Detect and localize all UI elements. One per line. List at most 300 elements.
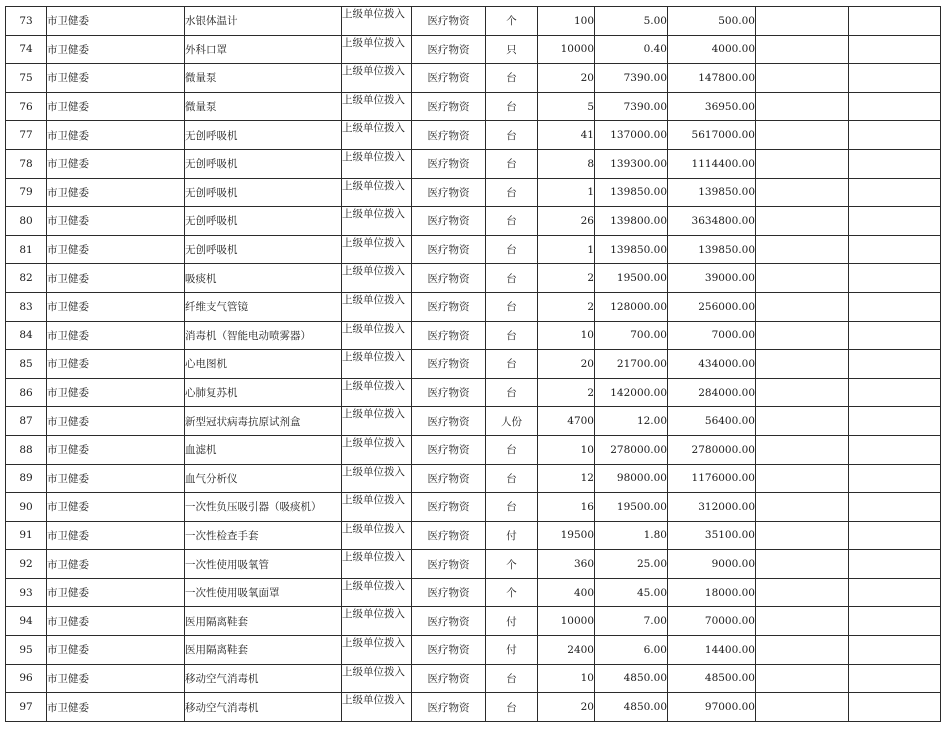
table-row: [6, 464, 941, 493]
empty-cell: [756, 636, 849, 665]
department-cell: 市卫健委: [47, 350, 185, 379]
row-number-cell: 80: [6, 207, 47, 236]
source-text: 上级单位拨入: [342, 179, 405, 192]
source-cell: [342, 64, 412, 93]
item-name-cell: 吸痰机: [185, 264, 342, 293]
empty-cell: [849, 664, 941, 693]
empty-cell: [756, 521, 849, 550]
item-name-cell: 血滤机: [185, 435, 342, 464]
category-cell: 医疗物资: [412, 64, 486, 93]
department-cell: 市卫健委: [47, 407, 185, 436]
source-cell: [342, 493, 412, 522]
empty-cell: [849, 550, 941, 579]
category-cell: 医疗物资: [412, 578, 486, 607]
table-row: [6, 321, 941, 350]
quantity-cell: 1: [538, 235, 595, 264]
empty-cell: [849, 235, 941, 264]
department-cell: 市卫健委: [47, 178, 185, 207]
category-cell: 医疗物资: [412, 607, 486, 636]
source-text: 上级单位拨入: [342, 608, 405, 621]
source-cell: [342, 435, 412, 464]
unit-price-cell: 137000.00: [595, 121, 668, 150]
table-row: [6, 636, 941, 665]
source-text: 上级单位拨入: [342, 694, 405, 707]
amount-cell: 97000.00: [668, 693, 756, 722]
unit-price-cell: 1.80: [595, 521, 668, 550]
table-row: [6, 664, 941, 693]
item-name-cell: 微量泵: [185, 64, 342, 93]
unit-cell: 人份: [486, 407, 538, 436]
row-number-cell: 93: [6, 578, 47, 607]
category-cell: 医疗物资: [412, 235, 486, 264]
source-cell: [342, 378, 412, 407]
unit-cell: 台: [486, 664, 538, 693]
category-cell: 医疗物资: [412, 636, 486, 665]
source-text: 上级单位拨入: [342, 551, 405, 564]
quantity-cell: 12: [538, 464, 595, 493]
unit-cell: 付: [486, 521, 538, 550]
quantity-cell: 20: [538, 350, 595, 379]
source-cell: [342, 292, 412, 321]
amount-cell: 5617000.00: [668, 121, 756, 150]
unit-cell: 台: [486, 235, 538, 264]
empty-cell: [849, 693, 941, 722]
empty-cell: [756, 64, 849, 93]
amount-cell: 4000.00: [668, 35, 756, 64]
amount-cell: 70000.00: [668, 607, 756, 636]
table-row: [6, 7, 941, 36]
unit-cell: 台: [486, 321, 538, 350]
amount-cell: 284000.00: [668, 378, 756, 407]
item-name-cell: 水银体温计: [185, 7, 342, 36]
department-cell: 市卫健委: [47, 464, 185, 493]
unit-price-cell: 19500.00: [595, 264, 668, 293]
amount-cell: 139850.00: [668, 235, 756, 264]
source-text: 上级单位拨入: [342, 8, 405, 20]
source-text: 上级单位拨入: [342, 93, 405, 106]
category-cell: 医疗物资: [412, 292, 486, 321]
category-cell: 医疗物资: [412, 521, 486, 550]
row-number-cell: 81: [6, 235, 47, 264]
source-text: 上级单位拨入: [342, 122, 405, 135]
empty-cell: [849, 407, 941, 436]
table-row: [6, 521, 941, 550]
category-cell: 医疗物资: [412, 693, 486, 722]
empty-cell: [849, 493, 941, 522]
unit-cell: 只: [486, 35, 538, 64]
row-number-cell: 90: [6, 493, 47, 522]
source-text: 上级单位拨入: [342, 208, 405, 221]
row-number-cell: 96: [6, 664, 47, 693]
empty-cell: [849, 378, 941, 407]
empty-cell: [756, 407, 849, 436]
unit-cell: 台: [486, 64, 538, 93]
row-number-cell: 97: [6, 693, 47, 722]
amount-cell: 2780000.00: [668, 435, 756, 464]
unit-price-cell: 7390.00: [595, 92, 668, 121]
amount-cell: 36950.00: [668, 92, 756, 121]
unit-price-cell: 142000.00: [595, 378, 668, 407]
source-text: 上级单位拨入: [342, 579, 405, 592]
empty-cell: [756, 578, 849, 607]
table-row: [6, 149, 941, 178]
unit-cell: 台: [486, 178, 538, 207]
table-row: [6, 64, 941, 93]
table-row: [6, 407, 941, 436]
department-cell: 市卫健委: [47, 149, 185, 178]
quantity-cell: 360: [538, 550, 595, 579]
item-name-cell: 心电图机: [185, 350, 342, 379]
department-cell: 市卫健委: [47, 207, 185, 236]
empty-cell: [849, 607, 941, 636]
item-name-cell: 一次性负压吸引器（吸痰机）: [185, 493, 342, 522]
amount-cell: 147800.00: [668, 64, 756, 93]
empty-cell: [756, 235, 849, 264]
item-name-cell: 纤维支气管镜: [185, 292, 342, 321]
source-cell: [342, 407, 412, 436]
item-name-cell: 无创呼吸机: [185, 235, 342, 264]
source-cell: [342, 350, 412, 379]
row-number-cell: 89: [6, 464, 47, 493]
source-cell: [342, 178, 412, 207]
unit-price-cell: 7390.00: [595, 64, 668, 93]
unit-cell: 个: [486, 578, 538, 607]
empty-cell: [849, 149, 941, 178]
source-cell: [342, 149, 412, 178]
item-name-cell: 一次性使用吸氧管: [185, 550, 342, 579]
quantity-cell: 16: [538, 493, 595, 522]
source-text: 上级单位拨入: [342, 408, 405, 421]
item-name-cell: 一次性检查手套: [185, 521, 342, 550]
empty-cell: [849, 292, 941, 321]
unit-price-cell: 4850.00: [595, 664, 668, 693]
quantity-cell: 10: [538, 321, 595, 350]
category-cell: 医疗物资: [412, 378, 486, 407]
source-cell: [342, 35, 412, 64]
unit-cell: 台: [486, 693, 538, 722]
unit-cell: 台: [486, 493, 538, 522]
department-cell: 市卫健委: [47, 378, 185, 407]
source-text: 上级单位拨入: [342, 236, 405, 249]
amount-cell: 3634800.00: [668, 207, 756, 236]
item-name-cell: 医用隔离鞋套: [185, 636, 342, 665]
unit-cell: 台: [486, 378, 538, 407]
empty-cell: [849, 178, 941, 207]
table-row: [6, 121, 941, 150]
category-cell: 医疗物资: [412, 464, 486, 493]
row-number-cell: 75: [6, 64, 47, 93]
unit-price-cell: 25.00: [595, 550, 668, 579]
quantity-cell: 2: [538, 292, 595, 321]
department-cell: 市卫健委: [47, 64, 185, 93]
source-cell: [342, 550, 412, 579]
row-number-cell: 76: [6, 92, 47, 121]
table-row: [6, 350, 941, 379]
quantity-cell: 10000: [538, 607, 595, 636]
item-name-cell: 无创呼吸机: [185, 207, 342, 236]
row-number-cell: 95: [6, 636, 47, 665]
empty-cell: [756, 550, 849, 579]
table-row: [6, 207, 941, 236]
department-cell: 市卫健委: [47, 35, 185, 64]
source-text: 上级单位拨入: [342, 322, 405, 335]
quantity-cell: 26: [538, 207, 595, 236]
unit-price-cell: 12.00: [595, 407, 668, 436]
unit-cell: 台: [486, 292, 538, 321]
empty-cell: [849, 464, 941, 493]
materials-table: [5, 6, 941, 722]
row-number-cell: 92: [6, 550, 47, 579]
quantity-cell: 19500: [538, 521, 595, 550]
department-cell: 市卫健委: [47, 693, 185, 722]
unit-price-cell: 139850.00: [595, 235, 668, 264]
empty-cell: [849, 7, 941, 36]
source-cell: [342, 693, 412, 722]
empty-cell: [849, 521, 941, 550]
department-cell: 市卫健委: [47, 7, 185, 36]
row-number-cell: 91: [6, 521, 47, 550]
source-cell: [342, 235, 412, 264]
quantity-cell: 2400: [538, 636, 595, 665]
category-cell: 医疗物资: [412, 207, 486, 236]
table-row: [6, 378, 941, 407]
unit-price-cell: 128000.00: [595, 292, 668, 321]
amount-cell: 7000.00: [668, 321, 756, 350]
category-cell: 医疗物资: [412, 350, 486, 379]
source-text: 上级单位拨入: [342, 265, 405, 278]
empty-cell: [756, 121, 849, 150]
empty-cell: [756, 207, 849, 236]
department-cell: 市卫健委: [47, 550, 185, 579]
source-cell: [342, 607, 412, 636]
unit-price-cell: 4850.00: [595, 693, 668, 722]
unit-price-cell: 700.00: [595, 321, 668, 350]
row-number-cell: 77: [6, 121, 47, 150]
table-row: [6, 292, 941, 321]
amount-cell: 18000.00: [668, 578, 756, 607]
empty-cell: [756, 92, 849, 121]
table-row: [6, 578, 941, 607]
source-text: 上级单位拨入: [342, 351, 405, 364]
quantity-cell: 20: [538, 693, 595, 722]
unit-cell: 付: [486, 636, 538, 665]
unit-price-cell: 5.00: [595, 7, 668, 36]
empty-cell: [849, 92, 941, 121]
department-cell: 市卫健委: [47, 435, 185, 464]
category-cell: 医疗物资: [412, 435, 486, 464]
empty-cell: [849, 435, 941, 464]
category-cell: 医疗物资: [412, 264, 486, 293]
empty-cell: [756, 321, 849, 350]
unit-price-cell: 7.00: [595, 607, 668, 636]
empty-cell: [756, 435, 849, 464]
empty-cell: [756, 464, 849, 493]
quantity-cell: 10: [538, 435, 595, 464]
empty-cell: [849, 321, 941, 350]
empty-cell: [756, 607, 849, 636]
source-text: 上级单位拨入: [342, 637, 405, 650]
empty-cell: [756, 149, 849, 178]
quantity-cell: 400: [538, 578, 595, 607]
amount-cell: 14400.00: [668, 636, 756, 665]
unit-price-cell: 45.00: [595, 578, 668, 607]
department-cell: 市卫健委: [47, 264, 185, 293]
row-number-cell: 74: [6, 35, 47, 64]
table-row: [6, 435, 941, 464]
amount-cell: 56400.00: [668, 407, 756, 436]
empty-cell: [756, 493, 849, 522]
quantity-cell: 8: [538, 149, 595, 178]
amount-cell: 1114400.00: [668, 149, 756, 178]
unit-cell: 台: [486, 149, 538, 178]
item-name-cell: 心肺复苏机: [185, 378, 342, 407]
quantity-cell: 41: [538, 121, 595, 150]
row-number-cell: 82: [6, 264, 47, 293]
empty-cell: [756, 35, 849, 64]
unit-price-cell: 98000.00: [595, 464, 668, 493]
item-name-cell: 移动空气消毒机: [185, 664, 342, 693]
source-cell: [342, 664, 412, 693]
empty-cell: [756, 178, 849, 207]
amount-cell: 312000.00: [668, 493, 756, 522]
source-cell: [342, 578, 412, 607]
unit-price-cell: 6.00: [595, 636, 668, 665]
category-cell: 医疗物资: [412, 7, 486, 36]
quantity-cell: 20: [538, 64, 595, 93]
item-name-cell: 消毒机（智能电动喷雾器）: [185, 321, 342, 350]
empty-cell: [756, 378, 849, 407]
department-cell: 市卫健委: [47, 493, 185, 522]
category-cell: 医疗物资: [412, 407, 486, 436]
department-cell: 市卫健委: [47, 578, 185, 607]
source-cell: [342, 521, 412, 550]
department-cell: 市卫健委: [47, 521, 185, 550]
category-cell: 医疗物资: [412, 178, 486, 207]
item-name-cell: 无创呼吸机: [185, 149, 342, 178]
unit-price-cell: 0.40: [595, 35, 668, 64]
row-number-cell: 84: [6, 321, 47, 350]
source-text: 上级单位拨入: [342, 293, 405, 306]
item-name-cell: 无创呼吸机: [185, 121, 342, 150]
source-text: 上级单位拨入: [342, 665, 405, 678]
item-name-cell: 新型冠状病毒抗原试剂盒: [185, 407, 342, 436]
item-name-cell: 外科口罩: [185, 35, 342, 64]
source-cell: [342, 7, 412, 36]
unit-price-cell: 278000.00: [595, 435, 668, 464]
source-cell: [342, 636, 412, 665]
source-cell: [342, 321, 412, 350]
amount-cell: 139850.00: [668, 178, 756, 207]
table-row: [6, 235, 941, 264]
empty-cell: [849, 121, 941, 150]
source-text: 上级单位拨入: [342, 379, 405, 392]
empty-cell: [756, 664, 849, 693]
row-number-cell: 79: [6, 178, 47, 207]
row-number-cell: 73: [6, 7, 47, 36]
quantity-cell: 1: [538, 178, 595, 207]
unit-cell: 台: [486, 350, 538, 379]
empty-cell: [756, 693, 849, 722]
table-body: [6, 7, 941, 722]
unit-price-cell: 139850.00: [595, 178, 668, 207]
quantity-cell: 10000: [538, 35, 595, 64]
category-cell: 医疗物资: [412, 92, 486, 121]
empty-cell: [849, 35, 941, 64]
category-cell: 医疗物资: [412, 550, 486, 579]
row-number-cell: 94: [6, 607, 47, 636]
item-name-cell: 无创呼吸机: [185, 178, 342, 207]
quantity-cell: 100: [538, 7, 595, 36]
department-cell: 市卫健委: [47, 121, 185, 150]
category-cell: 医疗物资: [412, 35, 486, 64]
unit-cell: 台: [486, 92, 538, 121]
unit-cell: 台: [486, 435, 538, 464]
table-row: [6, 693, 941, 722]
empty-cell: [849, 207, 941, 236]
source-text: 上级单位拨入: [342, 36, 405, 49]
quantity-cell: 2: [538, 378, 595, 407]
unit-price-cell: 139300.00: [595, 149, 668, 178]
empty-cell: [756, 292, 849, 321]
item-name-cell: 医用隔离鞋套: [185, 607, 342, 636]
source-text: 上级单位拨入: [342, 65, 405, 78]
empty-cell: [849, 636, 941, 665]
amount-cell: 39000.00: [668, 264, 756, 293]
row-number-cell: 78: [6, 149, 47, 178]
amount-cell: 500.00: [668, 7, 756, 36]
source-text: 上级单位拨入: [342, 494, 405, 507]
department-cell: 市卫健委: [47, 321, 185, 350]
source-text: 上级单位拨入: [342, 465, 405, 478]
empty-cell: [849, 64, 941, 93]
empty-cell: [756, 264, 849, 293]
table-row: [6, 35, 941, 64]
unit-price-cell: 19500.00: [595, 493, 668, 522]
unit-cell: 个: [486, 7, 538, 36]
unit-cell: 台: [486, 121, 538, 150]
empty-cell: [849, 350, 941, 379]
department-cell: 市卫健委: [47, 636, 185, 665]
department-cell: 市卫健委: [47, 92, 185, 121]
source-text: 上级单位拨入: [342, 150, 405, 163]
category-cell: 医疗物资: [412, 149, 486, 178]
department-cell: 市卫健委: [47, 664, 185, 693]
source-cell: [342, 92, 412, 121]
unit-cell: 台: [486, 264, 538, 293]
item-name-cell: 一次性使用吸氧面罩: [185, 578, 342, 607]
empty-cell: [756, 7, 849, 36]
source-text: 上级单位拨入: [342, 522, 405, 535]
quantity-cell: 10: [538, 664, 595, 693]
empty-cell: [849, 578, 941, 607]
category-cell: 医疗物资: [412, 121, 486, 150]
department-cell: 市卫健委: [47, 292, 185, 321]
item-name-cell: 微量泵: [185, 92, 342, 121]
empty-cell: [849, 264, 941, 293]
source-text: 上级单位拨入: [342, 436, 405, 449]
table-row: [6, 493, 941, 522]
amount-cell: 9000.00: [668, 550, 756, 579]
table-row: [6, 178, 941, 207]
amount-cell: 256000.00: [668, 292, 756, 321]
unit-cell: 个: [486, 550, 538, 579]
table-row: [6, 264, 941, 293]
unit-cell: 付: [486, 607, 538, 636]
quantity-cell: 2: [538, 264, 595, 293]
row-number-cell: 85: [6, 350, 47, 379]
unit-cell: 台: [486, 207, 538, 236]
unit-price-cell: 139800.00: [595, 207, 668, 236]
